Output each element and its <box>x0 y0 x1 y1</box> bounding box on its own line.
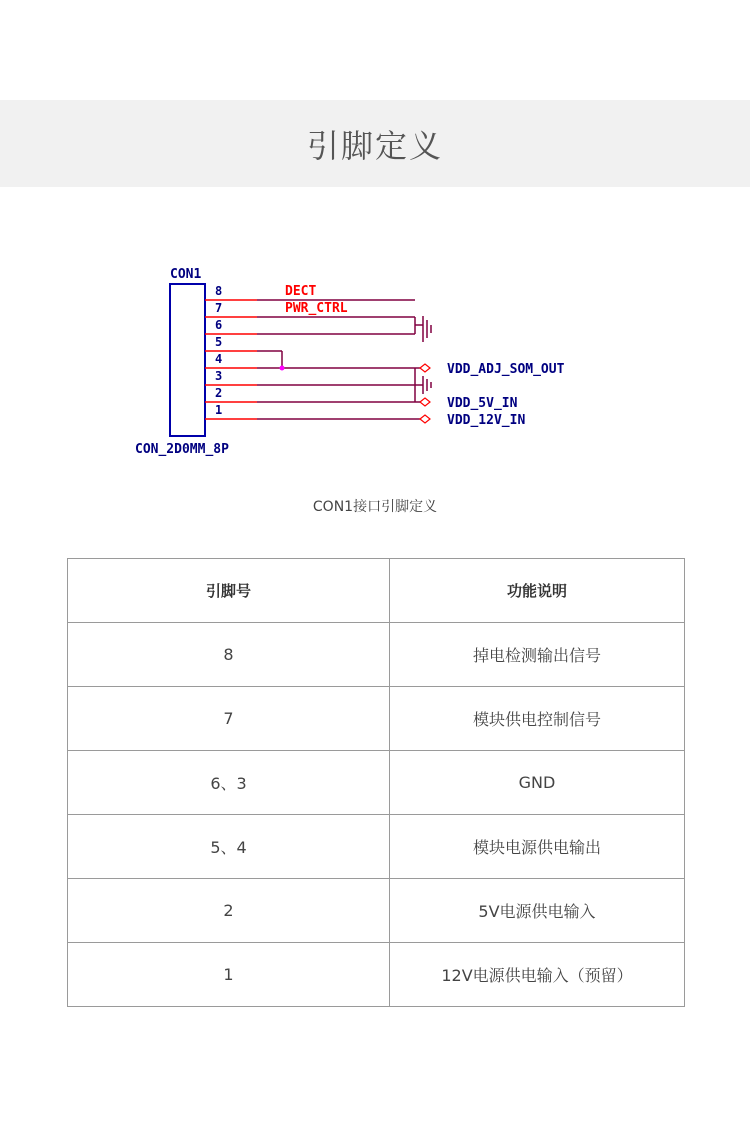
net-label: VDD_12V_IN <box>447 413 526 428</box>
pin-number: 6 <box>215 318 223 332</box>
figure-caption: CON1接口引脚定义 <box>312 499 438 515</box>
connector-body <box>170 284 205 436</box>
column-header-pin: 引脚号 <box>68 559 390 623</box>
pin-cell: 8 <box>68 623 390 687</box>
pin-number: 8 <box>215 284 223 298</box>
port-diamond-icon <box>420 398 430 406</box>
table-header-row <box>68 559 685 623</box>
net-label: PWR_CTRL <box>285 301 348 316</box>
function-cell: 12V电源供电输入（预留） <box>390 943 685 1007</box>
table-row <box>68 815 685 879</box>
ground-icon <box>415 376 431 394</box>
net-wires <box>257 300 420 419</box>
title-band <box>0 100 750 187</box>
port-diamond-icon <box>420 364 430 372</box>
pin-lines <box>205 300 257 419</box>
port-diamond-icon <box>420 415 430 423</box>
ground-icon <box>415 316 431 342</box>
pin-number: 7 <box>215 301 223 315</box>
table-row <box>68 687 685 751</box>
pin-definition-table <box>67 558 685 1007</box>
schematic-diagram <box>125 262 625 462</box>
function-cell: 5V电源供电输入 <box>390 879 685 943</box>
pin-number: 2 <box>215 386 223 400</box>
pin-cell: 7 <box>68 687 390 751</box>
function-cell: 掉电检测输出信号 <box>390 623 685 687</box>
column-header-function: 功能说明 <box>390 559 685 623</box>
pin-cell: 2 <box>68 879 390 943</box>
page-title: 引脚定义 <box>306 126 443 165</box>
table-row <box>68 623 685 687</box>
table-row <box>68 751 685 815</box>
pin-cell: 5、4 <box>68 815 390 879</box>
function-cell: 模块电源供电输出 <box>390 815 685 879</box>
pin-number: 4 <box>215 352 223 366</box>
pin-number: 1 <box>215 403 223 417</box>
net-label: DECT <box>285 284 317 299</box>
table-row <box>68 879 685 943</box>
pin-cell: 1 <box>68 943 390 1007</box>
function-cell: 模块供电控制信号 <box>390 687 685 751</box>
net-label: VDD_5V_IN <box>447 396 518 411</box>
connector-ref: CON1 <box>170 267 202 282</box>
table-row <box>68 943 685 1007</box>
pin-cell: 6、3 <box>68 751 390 815</box>
connector-part: CON_2D0MM_8P <box>135 442 229 457</box>
pin-number: 3 <box>215 369 223 383</box>
net-label: VDD_ADJ_SOM_OUT <box>447 362 565 377</box>
junction-dot <box>280 366 285 371</box>
function-cell: GND <box>390 751 685 815</box>
pin-number: 5 <box>215 335 223 349</box>
